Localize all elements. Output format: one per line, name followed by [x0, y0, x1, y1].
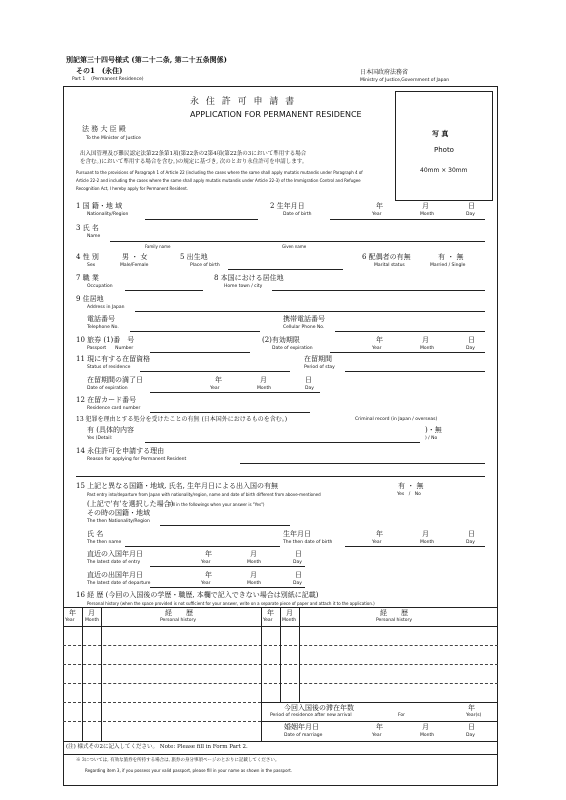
year-jp: 年 — [215, 376, 222, 384]
occupation-label-jp: 7 職 業 — [76, 274, 99, 282]
day-en: Day — [293, 581, 302, 586]
expiry-label-jp: 在留期間の満了日 — [87, 376, 143, 384]
residence-years-en: Year(s) — [466, 713, 482, 718]
cellphone-input[interactable] — [335, 331, 485, 332]
history-col-jp: 経 歴 — [165, 609, 193, 617]
col-divider — [82, 607, 83, 741]
hometown-input[interactable] — [272, 290, 485, 291]
note-1: (注) 様式その2に記入してください。 Note: Please fill in Form Part 2. — [66, 744, 248, 750]
part-label-jp: その1 (永住) — [76, 66, 123, 75]
col-divider-center — [261, 607, 262, 741]
occupation-label-en: Occupation — [87, 284, 113, 289]
latest-entry-jp: 直近の入国年月日 — [87, 550, 143, 558]
intro-en-2: Article 22-2 and including the cases where the same shall apply mutatis mutandis under Article 22-3) of the Immigration Control and Refugee — [76, 178, 361, 183]
year-en: Year — [372, 346, 382, 351]
passport-expiry-label-jp: (2)有効期限 — [262, 336, 300, 344]
passport-number-input[interactable] — [150, 352, 250, 353]
year-en: Year — [372, 733, 382, 738]
nationality-input[interactable] — [145, 219, 258, 220]
day-en: Day — [293, 560, 302, 565]
form-title-jp: 永 住 許 可 申 請 書 — [190, 97, 297, 107]
residence-for: For — [398, 713, 406, 718]
marriage-date-en: Date of marriage — [284, 733, 323, 738]
photo-size: 40mm × 30mm — [420, 167, 468, 174]
ministry-jp: 日本国政府法務省 — [360, 69, 409, 76]
dob-label-en: Date of birth — [283, 212, 312, 217]
nationality-label-jp: 1 国 籍・地 域 — [76, 202, 123, 210]
passport-label-en: Passport Number — [87, 346, 134, 351]
month-en: Month — [420, 540, 435, 545]
day-en: Day — [466, 346, 475, 351]
month-jp: 月 — [422, 336, 429, 344]
address-label-en: Address in Japan — [87, 305, 125, 310]
then-dob-en: The then date of birth — [283, 540, 333, 545]
criminal-label-jp: 13 犯罪を理由とする処分を受けたことの有無 (日本国外におけるものを含む。) — [76, 416, 288, 423]
latest-departure-input[interactable] — [150, 587, 305, 588]
status-label-en: Status of residence — [87, 365, 131, 370]
month-en: Month — [420, 346, 435, 351]
criminal-label-en: Criminal record (in Japan / overseas) — [355, 417, 438, 422]
dob-input[interactable] — [330, 219, 485, 220]
history-year-jp: 年 — [267, 609, 274, 617]
history-label-jp: 16 経 歴 (今回の入国後の学歴・職歴, 本欄で記入できない場合は別紙に記載) — [76, 591, 319, 599]
day-en: Day — [466, 733, 475, 738]
then-name-jp: 氏 名 — [87, 530, 104, 538]
month-jp: 月 — [422, 202, 429, 210]
year-jp: 年 — [376, 202, 383, 210]
reason-label-en: Reason for applying for Permanent Resident — [87, 457, 187, 462]
intro-jp-1: 出入国管理及び難民認定法第22条第1項(第22条の2第4項(第22条の3において準用する場合 — [80, 151, 307, 157]
dob-label-jp: 2 生年月日 — [270, 202, 305, 210]
residence-period-en: Period of residence after new arrival — [270, 713, 352, 718]
col-divider — [101, 607, 102, 741]
passport-expiry-label-en: Date of expiration — [272, 346, 313, 351]
year-jp: 年 — [205, 550, 212, 558]
ministry-en: Ministry of Justice,Government of Japan — [360, 78, 450, 83]
address-label-jp: 9 住居地 — [76, 295, 104, 303]
month-en: Month — [257, 386, 272, 391]
month-en: Month — [247, 560, 262, 565]
past-entry-options-en: Yes / No — [397, 492, 421, 497]
past-entry-options-jp[interactable]: 有 ・ 無 — [398, 482, 424, 490]
day-jp: 日 — [468, 530, 475, 538]
marital-label-jp: 6 配偶者の有無 — [362, 253, 411, 261]
telephone-label-jp: 電話番号 — [87, 315, 115, 323]
history-col-jp: 経 歴 — [380, 609, 408, 617]
name-label-jp: 3 氏 名 — [76, 224, 99, 232]
cellphone-label-en: Cellular Phone No. — [283, 325, 325, 330]
name-input[interactable] — [110, 241, 485, 242]
past-entry-sub-en: (Fill in the followings when your answer is "Yes") — [168, 502, 265, 507]
marital-label-en: Marital status — [374, 263, 405, 268]
address-input[interactable] — [135, 311, 485, 312]
period-input[interactable] — [345, 371, 485, 372]
marriage-row-top — [261, 721, 498, 722]
year-en: Year — [372, 212, 382, 217]
year-en: Year — [201, 560, 211, 565]
residence-card-input[interactable] — [150, 412, 310, 413]
criminal-no-en: ) / No — [425, 436, 438, 441]
passport-expiry-input[interactable] — [330, 352, 485, 353]
year-en: Year — [210, 386, 220, 391]
cellphone-label-jp: 携帯電話番号 — [283, 315, 325, 323]
month-jp: 月 — [260, 376, 267, 384]
birthplace-label-en: Place of birth — [190, 263, 220, 268]
month-en: Month — [247, 581, 262, 586]
past-entry-label-jp: 15 上記と異なる国籍・地域, 氏名, 生年月日による出入国の有無 — [76, 482, 279, 490]
then-name-en: The then name — [87, 540, 122, 545]
intro-jp-2: を含む。)において準用する場合を含む。)の規定に基づき, 次のとおり永住許可を申請します。 — [80, 159, 308, 165]
day-jp: 日 — [305, 376, 312, 384]
history-row-line — [63, 721, 261, 722]
residence-period-jp: 今回入国後の滞在年数 — [284, 704, 354, 712]
period-row-top — [261, 702, 498, 703]
addressee-jp: 法 務 大 臣 殿 — [82, 125, 126, 133]
day-jp: 日 — [468, 723, 475, 731]
photo-label-en: Photo — [434, 146, 454, 154]
history-col-en: Personal history — [160, 618, 197, 623]
year-jp: 年 — [205, 571, 212, 579]
day-en: Day — [466, 540, 475, 545]
year-jp: 年 — [376, 336, 383, 344]
then-dob-jp: 生年月日 — [283, 530, 311, 538]
year-jp: 年 — [376, 723, 383, 731]
occupation-input[interactable] — [125, 290, 203, 291]
given-name-label: Given name — [282, 244, 307, 249]
then-name-input[interactable] — [125, 546, 280, 547]
passport-label-jp: 10 旅券 (1)番 号 — [76, 336, 135, 344]
birthplace-label-jp: 5 出生地 — [180, 253, 208, 261]
day-en: Day — [305, 386, 314, 391]
day-jp: 日 — [468, 202, 475, 210]
month-jp: 月 — [250, 550, 257, 558]
latest-departure-jp: 直近の出国年月日 — [87, 571, 143, 579]
hometown-label-en: Home town / city — [224, 284, 263, 289]
criminal-no-jp: )・無 — [425, 426, 442, 434]
day-jp: 日 — [295, 571, 302, 579]
year-en: Year — [372, 540, 382, 545]
marital-options-en: Married / Single — [430, 263, 466, 268]
status-label-jp: 11 現に有する在留資格 — [76, 355, 151, 363]
then-nationality-input[interactable] — [160, 525, 290, 526]
sex-label-en: Sex — [87, 263, 96, 268]
part-label-en: Part 1 (Permanent Residence) — [72, 77, 144, 82]
expiry-input[interactable] — [150, 392, 320, 393]
marital-options-jp[interactable]: 有 ・ 無 — [438, 253, 464, 261]
month-jp: 月 — [422, 723, 429, 731]
photo-label-jp: 写 真 — [432, 129, 449, 138]
col-divider — [299, 607, 300, 702]
hometown-label-jp: 8 本国における居住地 — [214, 274, 284, 282]
addressee-en: To the Minister of Justice — [86, 136, 141, 141]
history-month-en: Month — [282, 618, 297, 623]
history-col-en: Personal history — [376, 618, 413, 623]
name-label-en: Name — [87, 234, 101, 239]
history-table-bottom — [63, 741, 498, 742]
past-entry-label-en: Past entry into/departure from Japan with nationality/region, name and date of birth different from above-mentioned — [87, 492, 321, 497]
criminal-yes-jp: 有 (具体的内容 — [87, 426, 134, 434]
then-dob-input[interactable] — [345, 546, 485, 547]
history-year-en: Year — [65, 618, 75, 623]
reason-input-1[interactable] — [240, 463, 485, 464]
nationality-label-en: Nationality/Region — [87, 212, 129, 217]
form-number: 別記第三十四号様式 (第二十二条, 第二十五条関係) — [66, 55, 227, 64]
intro-en-3: Recognition Act, I hereby apply for Permanent Resident. — [76, 186, 189, 191]
criminal-yes-en: Yes (Detail: — [87, 436, 113, 441]
month-en: Month — [420, 733, 435, 738]
residence-card-label-jp: 12 在留カード番号 — [76, 396, 137, 404]
history-row-line — [63, 702, 261, 703]
period-label-jp: 在留期間 — [304, 355, 332, 363]
note-3: Regarding item 3, if you possess your valid passport, please fill in your name as shown in the passport. — [85, 768, 293, 773]
birthplace-input[interactable] — [228, 269, 343, 270]
month-en: Month — [420, 212, 435, 217]
sex-options-en: Male/Female — [120, 263, 149, 268]
reason-label-jp: 14 永住許可を申請する理由 — [76, 447, 165, 455]
month-jp: 月 — [250, 571, 257, 579]
day-jp: 日 — [468, 336, 475, 344]
form-title-en: APPLICATION FOR PERMANENT RESIDENCE — [190, 110, 362, 119]
reason-input-2[interactable] — [76, 476, 485, 477]
latest-entry-en: The latest date of entry — [87, 560, 141, 565]
day-jp: 日 — [295, 550, 302, 558]
history-month-jp: 月 — [88, 609, 95, 617]
intro-en-1: Pursuant to the provisions of Paragraph 1 of Article 22 (including the cases where the same shall apply mutatis mutandis under Paragraph 4 of — [76, 170, 363, 175]
day-en: Day — [466, 212, 475, 217]
status-input[interactable] — [140, 371, 290, 372]
note-2: ※ 3については, 有効な旅券を所持する場合は, 旅券の身分事項ページのとおりに記載してください。 — [76, 758, 280, 763]
criminal-detail-input[interactable] — [145, 442, 420, 443]
family-name-label: Family name — [145, 244, 171, 249]
residence-card-label-en: Residence card number — [87, 406, 141, 411]
year-jp: 年 — [376, 530, 383, 538]
period-label-en: Period of stay — [304, 365, 335, 370]
history-year-en: Year — [263, 618, 273, 623]
then-nationality-en: The then Nationality/Region — [87, 519, 150, 524]
past-entry-sub-jp: (上記で'有'を選択した場合) — [87, 500, 174, 508]
history-month-jp: 月 — [286, 609, 293, 617]
year-en: Year — [201, 581, 211, 586]
history-year-jp: 年 — [69, 609, 76, 617]
expiry-label-en: Date of expiration — [87, 386, 128, 391]
history-month-en: Month — [85, 618, 100, 623]
latest-departure-en: The latest date of departure — [87, 581, 151, 586]
then-nationality-jp: その時の国籍・地域 — [87, 509, 150, 517]
marriage-date-jp: 婚姻年月日 — [284, 723, 319, 731]
latest-entry-input[interactable] — [150, 566, 305, 567]
telephone-label-en: Telephone No. — [87, 325, 119, 330]
notes-divider — [63, 754, 498, 755]
sex-options-jp[interactable]: 男 ・ 女 — [122, 253, 148, 261]
telephone-input[interactable] — [130, 331, 260, 332]
residence-years-jp: 年 — [468, 704, 475, 712]
history-label-en: Personal history (when the space provided is not sufficient for your answer, write on a separate piece of paper and attach it to the application.) — [87, 601, 375, 606]
col-divider — [280, 607, 281, 702]
month-jp: 月 — [422, 530, 429, 538]
sex-label-jp: 4 性 別 — [76, 253, 99, 261]
